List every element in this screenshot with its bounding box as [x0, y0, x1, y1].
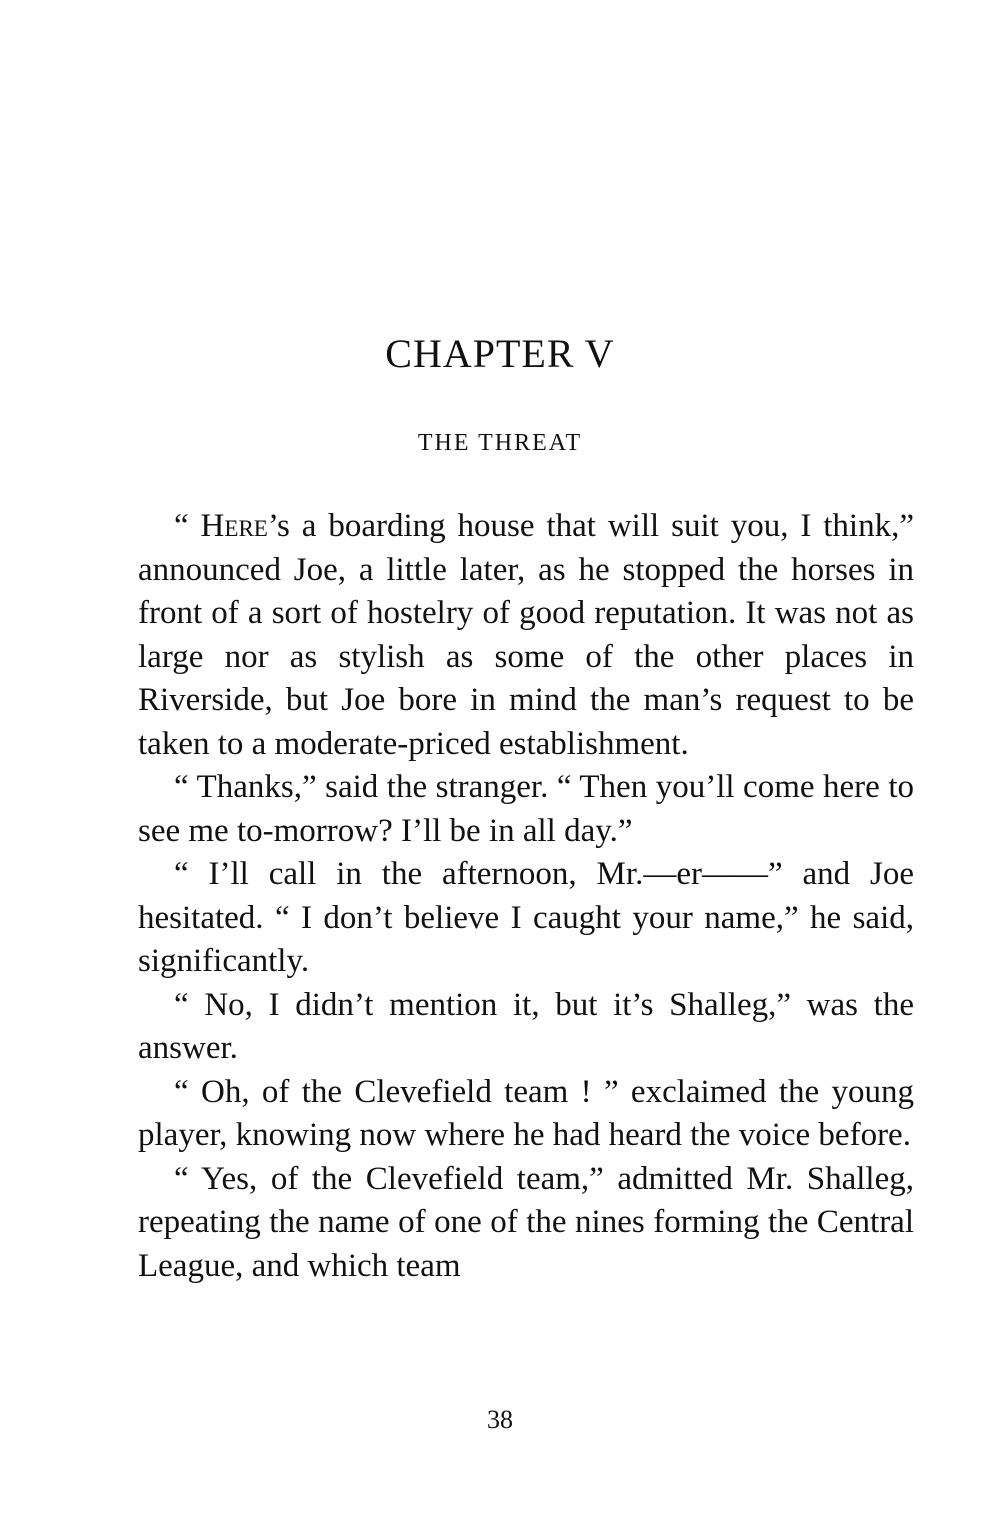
paragraph-4: “ No, I didn’t mention it, but it’s Shalleg,” was the answer.	[138, 986, 914, 1066]
paragraph-3: “ I’ll call in the afternoon, Mr.—er——” and Joe hesitated. “ I don’t believe I caught your name,” he said, significantly.	[138, 856, 914, 979]
paragraph-lead-smallcaps: “ Here	[174, 508, 268, 544]
page-number: 38	[487, 1405, 513, 1434]
paragraph-1	[138, 505, 914, 766]
paragraph-6: “ Yes, of the Clevefield team,” admitted Mr. Shalleg, repeating the name of one of the nines forming the Central League, and which team	[138, 1160, 914, 1284]
paragraph-text: ’s a boarding house that will suit you, I think,” announced Joe, a little later, as he stopped the horses in front of a sort of hostelry of good reputation. It was not as large nor as stylish as some of the other places in Riverside, but Joe bore in mind the man’s request to be taken to a moderate-priced establishment.	[138, 508, 914, 762]
chapter-body	[138, 505, 914, 1288]
chapter-subtitle: THE THREAT	[417, 430, 583, 456]
paragraph-2: “ Thanks,” said the stranger. “ Then you’ll come here to see me to-morrow? I’ll be in all day.”	[138, 769, 914, 849]
paragraph-5: “ Oh, of the Clevefield team ! ” exclaimed the young player, knowing now where he had heard the voice before.	[138, 1073, 914, 1153]
chapter-title: CHAPTER V	[385, 331, 615, 376]
